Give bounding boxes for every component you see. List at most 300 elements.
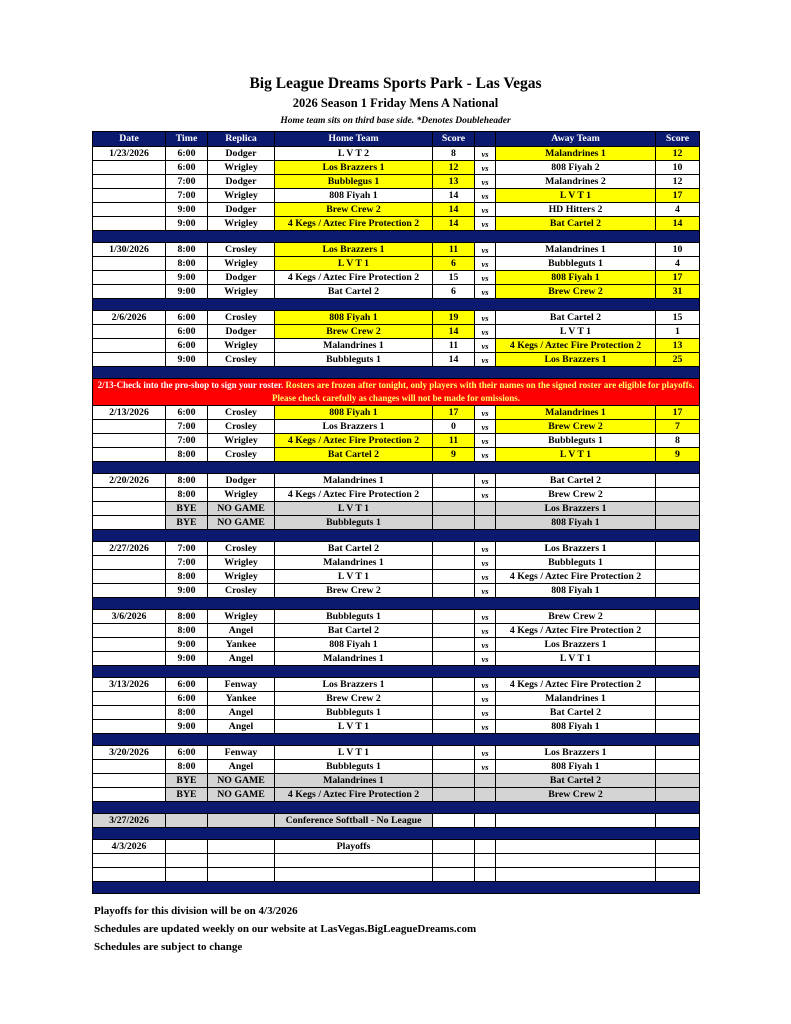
game-time: 7:00	[166, 175, 208, 189]
special-vs	[475, 840, 496, 854]
game-row	[93, 406, 700, 420]
special-home-score	[433, 840, 475, 854]
game-row	[93, 339, 700, 353]
home-score: 8	[433, 147, 475, 161]
game-date	[93, 257, 166, 271]
away-score: 4	[656, 257, 700, 271]
away-team: Los Brazzers 1	[496, 353, 656, 367]
header-vs	[475, 132, 496, 147]
game-field: Crosley	[208, 311, 275, 325]
game-date	[93, 788, 166, 802]
away-team: Brew Crew 2	[496, 420, 656, 434]
game-field: Crosley	[208, 448, 275, 462]
vs-label: vs	[475, 325, 496, 339]
away-team: Bat Cartel 2	[496, 217, 656, 231]
page-title: Big League Dreams Sports Park - Las Vegas	[249, 75, 542, 92]
home-team: 4 Kegs / Aztec Fire Protection 2	[275, 488, 433, 502]
game-date	[93, 175, 166, 189]
away-score: 13	[656, 339, 700, 353]
away-team: Brew Crew 2	[496, 488, 656, 502]
week-separator	[93, 828, 700, 840]
away-score: 10	[656, 243, 700, 257]
separator-bar	[93, 802, 700, 814]
game-row	[93, 584, 700, 598]
vs-label: vs	[475, 434, 496, 448]
week-separator	[93, 530, 700, 542]
game-time: 7:00	[166, 434, 208, 448]
vs-label	[475, 502, 496, 516]
home-team: Bat Cartel 2	[275, 624, 433, 638]
game-time: 9:00	[166, 271, 208, 285]
game-row	[93, 570, 700, 584]
away-team: Brew Crew 2	[496, 285, 656, 299]
blank-cell	[656, 854, 700, 868]
away-score: 31	[656, 285, 700, 299]
away-score	[656, 584, 700, 598]
game-time: 6:00	[166, 692, 208, 706]
game-time: 6:00	[166, 147, 208, 161]
separator-bar	[93, 367, 700, 379]
home-team: L V T 1	[275, 502, 433, 516]
away-team: L V T 1	[496, 325, 656, 339]
away-team: Los Brazzers 1	[496, 746, 656, 760]
game-row	[93, 203, 700, 217]
blank-cell	[656, 868, 700, 882]
game-time: 7:00	[166, 556, 208, 570]
roster-notice	[93, 379, 700, 406]
game-time: 8:00	[166, 488, 208, 502]
home-team: 4 Kegs / Aztec Fire Protection 2	[275, 217, 433, 231]
separator-bar	[93, 666, 700, 678]
home-team: Malandrines 1	[275, 474, 433, 488]
game-time: 9:00	[166, 584, 208, 598]
separator-bar	[93, 882, 700, 894]
home-team: Brew Crew 2	[275, 692, 433, 706]
vs-label	[475, 788, 496, 802]
home-score: 6	[433, 285, 475, 299]
away-team: Malandrines 2	[496, 175, 656, 189]
vs-label: vs	[475, 610, 496, 624]
away-team: L V T 1	[496, 189, 656, 203]
game-time: 9:00	[166, 652, 208, 666]
away-score	[656, 774, 700, 788]
roster-notice-detail: Rosters are frozen after tonight, only players with their names on the signed roster are eligible for playoffs. Please check carefully as changes will not be made for omissions.	[272, 380, 695, 403]
away-score	[656, 488, 700, 502]
away-score: 12	[656, 175, 700, 189]
week-separator	[93, 367, 700, 379]
blank-cell	[475, 868, 496, 882]
separator-bar	[93, 462, 700, 474]
game-field: Angel	[208, 760, 275, 774]
special-away-score	[656, 814, 700, 828]
home-score: 14	[433, 203, 475, 217]
home-score	[433, 584, 475, 598]
home-score	[433, 570, 475, 584]
away-score: 9	[656, 448, 700, 462]
home-score	[433, 516, 475, 530]
away-team: 808 Fiyah 1	[496, 720, 656, 734]
game-time: 9:00	[166, 217, 208, 231]
game-row	[93, 434, 700, 448]
header-replica: Replica	[208, 132, 275, 147]
away-score	[656, 706, 700, 720]
home-score: 14	[433, 325, 475, 339]
home-score: 19	[433, 311, 475, 325]
home-score: 13	[433, 175, 475, 189]
game-row	[93, 774, 700, 788]
home-score	[433, 746, 475, 760]
away-team: Brew Crew 2	[496, 610, 656, 624]
game-date	[93, 624, 166, 638]
blank-cell	[166, 868, 208, 882]
game-time: 6:00	[166, 678, 208, 692]
home-team: Bubbleguts 1	[275, 760, 433, 774]
special-time	[166, 840, 208, 854]
vs-label: vs	[475, 584, 496, 598]
game-date	[93, 774, 166, 788]
game-field: Wrigley	[208, 434, 275, 448]
game-date: 2/20/2026	[93, 474, 166, 488]
vs-label: vs	[475, 556, 496, 570]
home-team: Los Brazzers 1	[275, 243, 433, 257]
away-team: Los Brazzers 1	[496, 542, 656, 556]
special-text: Playoffs	[275, 840, 433, 854]
blank-cell	[475, 854, 496, 868]
home-team: 808 Fiyah 1	[275, 638, 433, 652]
away-team: Bubbleguts 1	[496, 434, 656, 448]
game-field: NO GAME	[208, 516, 275, 530]
game-field: Dodger	[208, 147, 275, 161]
special-row	[93, 814, 700, 828]
home-score: 0	[433, 420, 475, 434]
home-team: 4 Kegs / Aztec Fire Protection 2	[275, 271, 433, 285]
home-team: Bubbleguts 1	[275, 353, 433, 367]
special-text: Conference Softball - No League	[275, 814, 433, 828]
home-score	[433, 474, 475, 488]
home-score: 14	[433, 353, 475, 367]
game-time: 9:00	[166, 203, 208, 217]
home-score	[433, 624, 475, 638]
home-score	[433, 706, 475, 720]
game-time: 8:00	[166, 570, 208, 584]
game-time: 9:00	[166, 353, 208, 367]
home-team: Los Brazzers 1	[275, 161, 433, 175]
away-score	[656, 502, 700, 516]
away-score	[656, 678, 700, 692]
away-team: 808 Fiyah 1	[496, 516, 656, 530]
game-date: 2/27/2026	[93, 542, 166, 556]
game-date	[93, 353, 166, 367]
home-score: 12	[433, 161, 475, 175]
vs-label: vs	[475, 311, 496, 325]
away-score: 17	[656, 271, 700, 285]
away-team: 4 Kegs / Aztec Fire Protection 2	[496, 678, 656, 692]
vs-label: vs	[475, 652, 496, 666]
game-time: BYE	[166, 788, 208, 802]
week-separator	[93, 299, 700, 311]
game-field: Wrigley	[208, 189, 275, 203]
game-row	[93, 678, 700, 692]
game-date	[93, 448, 166, 462]
away-score	[656, 746, 700, 760]
game-date	[93, 161, 166, 175]
game-time: 9:00	[166, 720, 208, 734]
away-team: 808 Fiyah 1	[496, 584, 656, 598]
home-team: 808 Fiyah 1	[275, 189, 433, 203]
game-date: 3/20/2026	[93, 746, 166, 760]
game-date	[93, 584, 166, 598]
game-time: 8:00	[166, 474, 208, 488]
vs-label: vs	[475, 161, 496, 175]
game-row	[93, 448, 700, 462]
game-field: Wrigley	[208, 488, 275, 502]
game-field: NO GAME	[208, 774, 275, 788]
game-date: 1/23/2026	[93, 147, 166, 161]
home-score	[433, 542, 475, 556]
separator-bar	[93, 828, 700, 840]
game-date	[93, 570, 166, 584]
away-team: Los Brazzers 1	[496, 502, 656, 516]
home-team: Brew Crew 2	[275, 584, 433, 598]
game-row	[93, 353, 700, 367]
home-team: Los Brazzers 1	[275, 678, 433, 692]
home-score: 17	[433, 406, 475, 420]
game-field: Yankee	[208, 638, 275, 652]
home-team: Malandrines 1	[275, 652, 433, 666]
vs-label: vs	[475, 624, 496, 638]
game-row	[93, 692, 700, 706]
game-row	[93, 488, 700, 502]
home-team: Bubbleguts 1	[275, 516, 433, 530]
game-time: 9:00	[166, 285, 208, 299]
away-score	[656, 638, 700, 652]
game-row	[93, 147, 700, 161]
game-time: 8:00	[166, 706, 208, 720]
home-score	[433, 610, 475, 624]
game-time: 7:00	[166, 420, 208, 434]
game-time: 8:00	[166, 448, 208, 462]
game-date	[93, 652, 166, 666]
vs-label: vs	[475, 746, 496, 760]
vs-label: vs	[475, 760, 496, 774]
blank-cell	[496, 854, 656, 868]
game-date	[93, 189, 166, 203]
vs-label: vs	[475, 488, 496, 502]
game-date	[93, 638, 166, 652]
game-date	[93, 325, 166, 339]
away-team: Malandrines 1	[496, 147, 656, 161]
away-team: 808 Fiyah 2	[496, 161, 656, 175]
game-field: Wrigley	[208, 339, 275, 353]
away-score: 17	[656, 406, 700, 420]
game-date	[93, 502, 166, 516]
vs-label: vs	[475, 257, 496, 271]
away-team: Bat Cartel 2	[496, 706, 656, 720]
away-score: 25	[656, 353, 700, 367]
home-team: Bat Cartel 2	[275, 542, 433, 556]
vs-label: vs	[475, 243, 496, 257]
home-team: L V T 1	[275, 257, 433, 271]
game-date	[93, 706, 166, 720]
game-date	[93, 420, 166, 434]
game-row	[93, 175, 700, 189]
home-team: Brew Crew 2	[275, 325, 433, 339]
header-row	[93, 132, 700, 147]
home-team: Los Brazzers 1	[275, 420, 433, 434]
home-score	[433, 692, 475, 706]
vs-label: vs	[475, 678, 496, 692]
game-date	[93, 285, 166, 299]
away-team: HD Hitters 2	[496, 203, 656, 217]
header-date: Date	[93, 132, 166, 147]
home-team: L V T 2	[275, 147, 433, 161]
home-score: 14	[433, 217, 475, 231]
away-team: Malandrines 1	[496, 406, 656, 420]
game-time: 8:00	[166, 624, 208, 638]
game-time: 7:00	[166, 189, 208, 203]
game-field: Wrigley	[208, 285, 275, 299]
week-separator	[93, 666, 700, 678]
home-score	[433, 760, 475, 774]
home-score: 15	[433, 271, 475, 285]
home-score	[433, 488, 475, 502]
game-row	[93, 271, 700, 285]
vs-label: vs	[475, 175, 496, 189]
away-score	[656, 788, 700, 802]
away-score: 15	[656, 311, 700, 325]
game-field: Angel	[208, 720, 275, 734]
separator-bar	[93, 734, 700, 746]
away-score: 10	[656, 161, 700, 175]
game-row	[93, 788, 700, 802]
game-date	[93, 760, 166, 774]
game-date	[93, 488, 166, 502]
game-row	[93, 474, 700, 488]
game-field: Wrigley	[208, 570, 275, 584]
vs-label: vs	[475, 706, 496, 720]
vs-label: vs	[475, 420, 496, 434]
vs-label: vs	[475, 285, 496, 299]
game-field: Crosley	[208, 353, 275, 367]
game-date	[93, 339, 166, 353]
game-date: 2/13/2026	[93, 406, 166, 420]
vs-label: vs	[475, 474, 496, 488]
vs-label: vs	[475, 448, 496, 462]
roster-notice-text	[93, 379, 700, 406]
game-date	[93, 516, 166, 530]
special-away	[496, 814, 656, 828]
away-team: 4 Kegs / Aztec Fire Protection 2	[496, 624, 656, 638]
blank-cell	[208, 854, 275, 868]
away-team: 4 Kegs / Aztec Fire Protection 2	[496, 339, 656, 353]
away-team: Brew Crew 2	[496, 788, 656, 802]
away-score	[656, 720, 700, 734]
home-score	[433, 788, 475, 802]
week-separator	[93, 231, 700, 243]
vs-label	[475, 774, 496, 788]
game-date	[93, 203, 166, 217]
vs-label: vs	[475, 203, 496, 217]
away-team: Malandrines 1	[496, 692, 656, 706]
home-score: 11	[433, 339, 475, 353]
home-score: 14	[433, 189, 475, 203]
away-score	[656, 556, 700, 570]
vs-label: vs	[475, 189, 496, 203]
blank-cell	[166, 854, 208, 868]
game-row	[93, 720, 700, 734]
game-date	[93, 692, 166, 706]
game-row	[93, 311, 700, 325]
blank-cell	[93, 854, 166, 868]
game-date	[93, 217, 166, 231]
game-field: Angel	[208, 706, 275, 720]
game-row	[93, 420, 700, 434]
blank-cell	[275, 854, 433, 868]
home-score	[433, 502, 475, 516]
game-row	[93, 516, 700, 530]
header-time: Time	[166, 132, 208, 147]
game-field: Angel	[208, 652, 275, 666]
game-field: Dodger	[208, 325, 275, 339]
home-score	[433, 774, 475, 788]
special-away	[496, 840, 656, 854]
away-score: 17	[656, 189, 700, 203]
game-time: 6:00	[166, 339, 208, 353]
away-score	[656, 516, 700, 530]
game-time: 6:00	[166, 746, 208, 760]
away-score	[656, 570, 700, 584]
game-date	[93, 271, 166, 285]
special-date: 3/27/2026	[93, 814, 166, 828]
game-field: Wrigley	[208, 556, 275, 570]
game-row	[93, 760, 700, 774]
game-row	[93, 706, 700, 720]
away-team: Bubbleguts 1	[496, 556, 656, 570]
away-team: Bat Cartel 2	[496, 311, 656, 325]
away-score: 8	[656, 434, 700, 448]
game-field: Wrigley	[208, 610, 275, 624]
game-row	[93, 189, 700, 203]
game-field: NO GAME	[208, 788, 275, 802]
game-row	[93, 217, 700, 231]
game-time: BYE	[166, 774, 208, 788]
vs-label: vs	[475, 147, 496, 161]
home-team: Malandrines 1	[275, 556, 433, 570]
header-home-team: Home Team	[275, 132, 433, 147]
game-row	[93, 325, 700, 339]
blank-cell	[433, 868, 475, 882]
vs-label: vs	[475, 638, 496, 652]
game-row	[93, 161, 700, 175]
special-time	[166, 814, 208, 828]
home-score	[433, 652, 475, 666]
game-time: 8:00	[166, 243, 208, 257]
game-field: Wrigley	[208, 217, 275, 231]
game-time: 6:00	[166, 161, 208, 175]
vs-label: vs	[475, 406, 496, 420]
game-field: Angel	[208, 624, 275, 638]
game-date: 1/30/2026	[93, 243, 166, 257]
home-team: Bubbleguts 1	[275, 706, 433, 720]
game-field: Yankee	[208, 692, 275, 706]
separator-bar	[93, 598, 700, 610]
game-field: Crosley	[208, 420, 275, 434]
header-home-score: Score	[433, 132, 475, 147]
game-row	[93, 610, 700, 624]
vs-label	[475, 516, 496, 530]
game-field: Dodger	[208, 474, 275, 488]
game-time: 6:00	[166, 406, 208, 420]
